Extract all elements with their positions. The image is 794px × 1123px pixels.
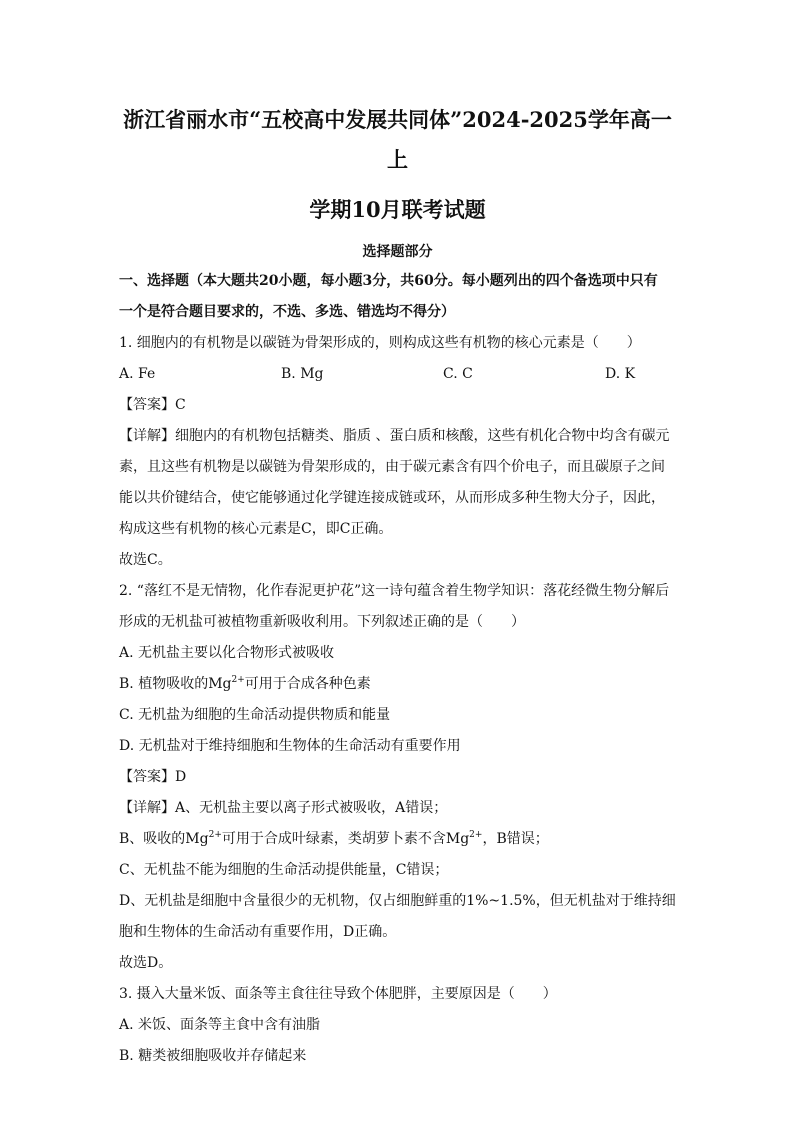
question-1-option-c: C. C: [443, 366, 473, 382]
question-3: [119, 979, 676, 1072]
analysis-b-text: ，B错误；: [482, 831, 549, 847]
title-line-2: 学期10月联考试题: [309, 197, 486, 222]
section-line-1: 一、选择题（本大题共20小题，每小题3分，共60分。每小题列出的四个备选项中只有: [119, 273, 658, 289]
option-b-text-tail: 可用于合成各种色素: [244, 676, 371, 692]
analysis-b-text: 可用于合成叶绿素，类胡萝卜素不含Mg: [221, 831, 470, 847]
question-2-conclusion: 故选D。: [119, 955, 173, 971]
question-1-stem: 1. 细胞内的有机物是以碳链为骨架形成的，则构成这些有机物的核心元素是（ ）: [119, 335, 641, 351]
question-1-option-a: A. Fe: [119, 366, 156, 382]
question-2: [119, 576, 676, 979]
superscript: 2+: [208, 830, 222, 840]
question-2-answer: 【答案】D: [119, 769, 187, 785]
question-2-option-b: [119, 669, 676, 700]
question-2-option-c: C. 无机盐为细胞的生命活动提供物质和能量: [119, 707, 391, 723]
question-3-option-b: B. 糖类被细胞吸收并存储起来: [119, 1048, 307, 1064]
superscript: 2+: [231, 675, 245, 685]
question-1-analysis: [119, 421, 676, 545]
analysis-line: 构成这些有机物的核心元素是C，即C正确。: [119, 521, 393, 537]
question-2-option-a: A. 无机盐主要以化合物形式被吸收: [119, 645, 335, 661]
section-heading: [119, 266, 676, 328]
question-2-analysis-d-line-2: 胞和生物体的生命活动有重要作用，D正确。: [119, 924, 397, 940]
question-1-options: [119, 359, 676, 390]
analysis-b-text: B、吸收的Mg: [119, 831, 209, 847]
question-2-option-d: D. 无机盐对于维持细胞和生物体的生命活动有重要作用: [119, 738, 461, 754]
question-2-analysis-d-line-1: D、无机盐是细胞中含量很少的无机物，仅占细胞鲜重的1%~1.5%，但无机盐对于维持细: [119, 893, 676, 909]
question-2-stem-line-1: 2. “落红不是无情物，化作春泥更护花”这一诗句蕴含着生物学知识：落花经微生物分解后: [119, 583, 670, 599]
question-1-option-b: B. Mg: [281, 366, 324, 382]
question-1-option-d: D. K: [605, 366, 636, 382]
question-2-analysis-c: C、无机盐不能为细胞的生命活动提供能量，C错误；: [119, 862, 449, 878]
question-1-conclusion: 故选C。: [119, 552, 172, 568]
question-3-option-a: A. 米饭、面条等主食中含有油脂: [119, 1017, 321, 1033]
superscript: 2+: [469, 830, 483, 840]
question-2-analysis-b: [119, 824, 676, 855]
question-3-stem: 3. 摄入大量米饭、面条等主食往往导致个体肥胖，主要原因是（ ）: [119, 986, 557, 1002]
subsection-heading: 选择题部分: [362, 244, 433, 260]
question-2-analysis-a: 【详解】A、无机盐主要以离子形式被吸收，A错误；: [119, 800, 448, 816]
section-line-2: 一个是符合题目要求的，不选、多选、错选均不得分）: [119, 304, 455, 320]
title-line-1: 浙江省丽水市“五校高中发展共同体”2024-2025学年高一上: [123, 107, 672, 172]
analysis-line: 【详解】细胞内的有机物包括糖类、脂质 、蛋白质和核酸，这些有机化合物中均含有碳元: [119, 428, 670, 444]
question-1: [119, 328, 676, 576]
question-2-stem-line-2: 形成的无机盐可被植物重新吸收利用。下列叙述正确的是（ ）: [119, 614, 525, 630]
question-1-answer: 【答案】C: [119, 397, 186, 413]
analysis-line: 能以共价键结合，使它能够通过化学键连接成链或环，从而形成多种生物大分子，因此，: [119, 490, 665, 506]
option-b-text: B. 植物吸收的Mg: [119, 676, 232, 692]
analysis-line: 素，且这些有机物是以碳链为骨架形成的，由于碳元素含有四个价电子，而且碳原子之间: [119, 459, 665, 475]
document-title: [119, 0, 676, 230]
